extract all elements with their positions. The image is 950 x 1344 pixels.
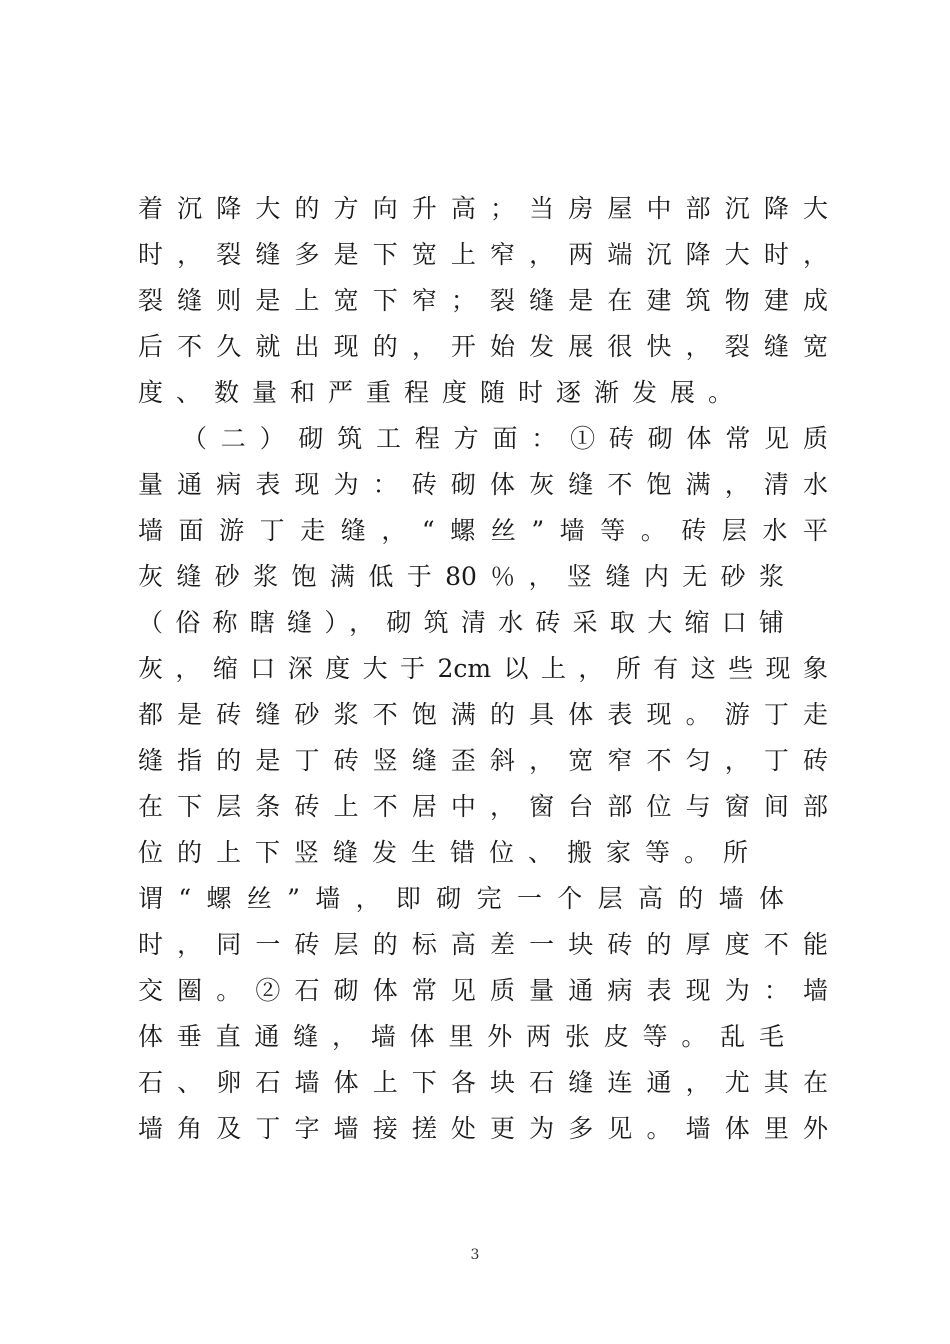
text-line: 缝指的是丁砖竖缝歪斜，宽窄不匀，丁砖 bbox=[138, 746, 828, 775]
text-line: 位的上下竖缝发生错位、搬家等。所 bbox=[138, 838, 748, 867]
text-line: 灰，缩口深度大于2cm以上，所有这些现象 bbox=[138, 654, 828, 683]
text-line: 后不久就出现的，开始发展很快，裂缝宽 bbox=[138, 332, 828, 361]
text-line: 石、卵石墙体上下各块石缝连通，尤其在 bbox=[138, 1068, 828, 1097]
text-line: 裂缝则是上宽下窄；裂缝是在建筑物建成 bbox=[138, 286, 828, 315]
page-number: 3 bbox=[470, 1247, 480, 1263]
text-line: 着沉降大的方向升高；当房屋中部沉降大 bbox=[138, 194, 828, 223]
text-line: 谓“螺丝”墙，即砌完一个层高的墙体 bbox=[138, 884, 784, 913]
text-line: 灰缝砂浆饱满低于80％，竖缝内无砂浆 bbox=[138, 562, 784, 591]
text-line: 量通病表现为：砖砌体灰缝不饱满，清水 bbox=[138, 470, 828, 499]
text-line: 都是砖缝砂浆不饱满的具体表现。游丁走 bbox=[138, 700, 828, 729]
text-line: 墙角及丁字墙接搓处更为多见。墙体里外 bbox=[138, 1114, 828, 1143]
text-line: 度、数量和严重程度随时逐渐发展。 bbox=[138, 378, 747, 407]
body-text bbox=[138, 186, 828, 1152]
text-line: 在下层条砖上不居中，窗台部位与窗间部 bbox=[138, 792, 828, 821]
text-line: 时，裂缝多是下宽上窄，两端沉降大时， bbox=[138, 240, 828, 269]
text-line: 墙面游丁走缝，“螺丝”墙等。砖层水平 bbox=[138, 516, 828, 545]
text-line: 时，同一砖层的标高差一块砖的厚度不能 bbox=[138, 930, 828, 959]
text-line: 体垂直通缝，墙体里外两张皮等。乱毛 bbox=[138, 1022, 784, 1051]
text-line: 交圈。②石砌体常见质量通病表现为：墙 bbox=[138, 976, 828, 1005]
text-line: （俗称瞎缝），砌筑清水砖采取大缩口铺 bbox=[138, 608, 784, 637]
paragraph-heading-line: （二）砌筑工程方面：①砖砌体常见质 bbox=[182, 424, 828, 453]
